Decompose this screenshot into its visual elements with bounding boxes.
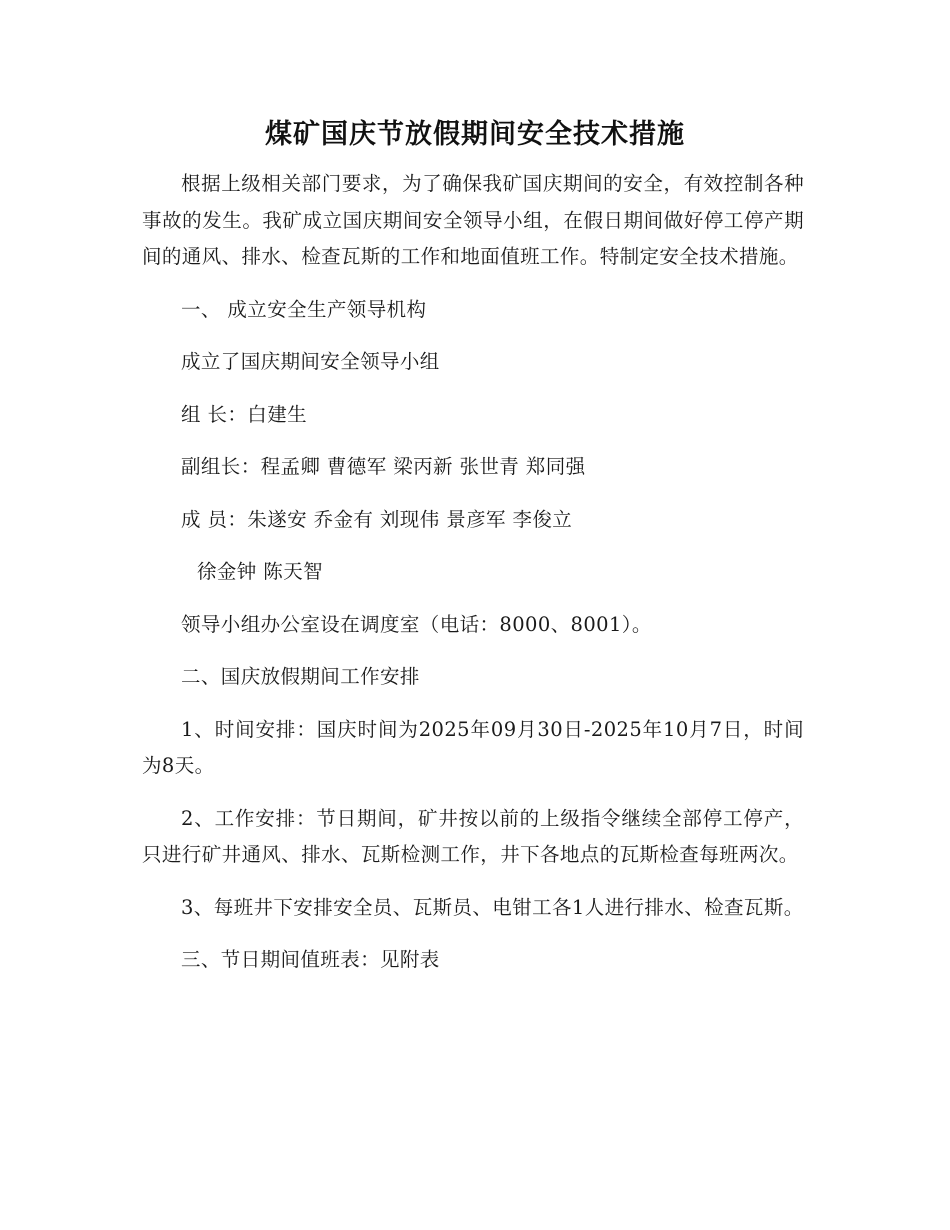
shift-arrangement-paragraph: 3、每班井下安排安全员、瓦斯员、电钳工各1人进行排水、检查瓦斯。 <box>181 895 804 919</box>
document-body <box>142 166 804 995</box>
leader-line: 组 长：白建生 <box>181 402 307 426</box>
work-arrangement-paragraph: 2、工作安排：节日期间，矿井按以前的上级指令继续全部停工停产，只进行矿井通风、排水、瓦斯检测工作，井下各地点的瓦斯检查每班两次。 <box>142 806 804 866</box>
members-line: 成 员：朱遂安 乔金有 刘现伟 景彦军 李俊立 <box>181 507 573 531</box>
section-heading-3: 三、节日期间值班表：见附表 <box>181 948 440 971</box>
deputy-leaders-line: 副组长：程孟卿 曹德军 梁丙新 张世青 郑同强 <box>181 455 586 478</box>
body-paragraph: 成立了国庆期间安全领导小组 <box>181 350 440 373</box>
document-title: 煤矿国庆节放假期间安全技术措施 <box>265 119 685 150</box>
intro-paragraph: 根据上级相关部门要求，为了确保我矿国庆期间的安全，有效控制各种事故的发生。我矿成立国庆期间安全领导小组，在假日期间做好停工停产期间的通风、排水、检查瓦斯的工作和地面值班工作。特制定安全技术措施。 <box>142 172 804 268</box>
office-line: 领导小组办公室设在调度室（电话：8000、8001）。 <box>181 612 652 636</box>
time-arrangement-paragraph: 1、时间安排：国庆时间为2025年09月30日-2025年10月7日，时间为8天。 <box>142 717 804 777</box>
section-heading-2: 二、国庆放假期间工作安排 <box>181 665 420 688</box>
section-heading-1: 一、 成立安全生产领导机构 <box>181 297 427 321</box>
members-continuation-line: 徐金钟 陈天智 <box>197 560 323 583</box>
